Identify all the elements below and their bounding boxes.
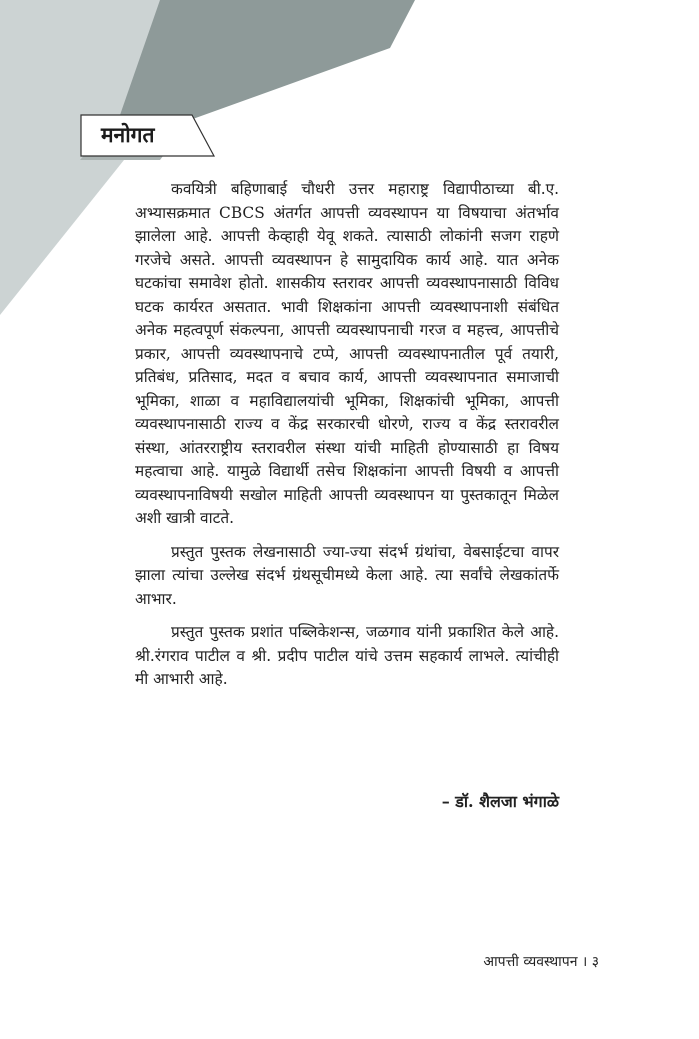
paragraph: प्रस्तुत पुस्तक लेखनासाठी ज्या-ज्या संदर्भ ग्रंथांचा, वेबसाईटचा वापर झाला त्यांचा उल्लेख संदर्भ ग्रंथसूचीमध्ये केला आहे. त्या सर्वांचे लेखकांतर्फे आभार. (135, 542, 559, 608)
paragraph: कवयित्री बहिणाबाई चौधरी उत्तर महाराष्ट्र विद्यापीठाच्या बी.ए. अभ्यासक्रमात CBCS अंतर्गत आपत्ती व्यवस्थापन या विषयाचा अंतर्भाव झालेला आहे. आपत्ती केव्हाही येवू शकते. त्यासाठी लोकांनी सजग राहणे गरजेचे असते. आपत्ती व्यवस्थापन हे सामुदायिक कार्य आहे. यात अनेक घटकांचा समावेश होतो. शासकीय स्तरावर आपत्ती व्यवस्थापनासाठी विविध घटक कार्यरत असतात. भावी शिक्षकांना आपत्ती व्यवस्थापनाशी संबंधित अनेक महत्वपूर्ण संकल्पना, आपत्ती व्यवस्थापनाची गरज व महत्त्व, आपत्तीचे प्रकार, आपत्ती व्यवस्थापनाचे टप्पे, आपत्ती व्यवस्थापनातील पूर्व तयारी, प्रतिबंध, प्रतिसाद, मदत व बचाव कार्य, आपत्ती व्यवस्थापनात समाजाची भूमिका, शाळा व महाविद्यालयांची भूमिका, शिक्षकांची भूमिका, आपत्ती व्यवस्थापनासाठी राज्य व केंद्र सरकारची धोरणे, राज्य व केंद्र स्तरावरील संस्था, आंतरराष्ट्रीय स्तरावरील संस्था यांची माहिती होण्यासाठी हा विषय महत्वाचा आहे. यामुळे विद्यार्थी तसेच शिक्षकांना आपत्ती विषयी व आपत्ती व्यवस्थापनाविषयी सखोल माहिती आपत्ती व्यवस्थापन या पुस्तकातून मिळेल अशी खात्री वाटते. (135, 180, 559, 527)
paragraph: प्रस्तुत पुस्तक प्रशांत पब्लिकेशन्स, जळगाव यांनी प्रकाशित केले आहे. श्री.रंगराव पाटील व श्री. प्रदीप पाटील यांचे उत्तम सहकार्य लाभले. त्यांचीही मी आभारी आहे. (135, 623, 559, 688)
page-number: ३ (591, 954, 599, 970)
heading-box (80, 114, 215, 158)
footer-separator: । (581, 954, 588, 970)
preface-body (135, 178, 559, 702)
footer-book-title: आपत्ती व्यवस्थापन (483, 954, 578, 970)
author-signature: – डॉ. शैलजा भंगाळे (441, 792, 559, 811)
page-title: मनोगत (101, 123, 155, 147)
bg-shape-dark (120, 0, 415, 120)
page-footer (483, 952, 599, 971)
